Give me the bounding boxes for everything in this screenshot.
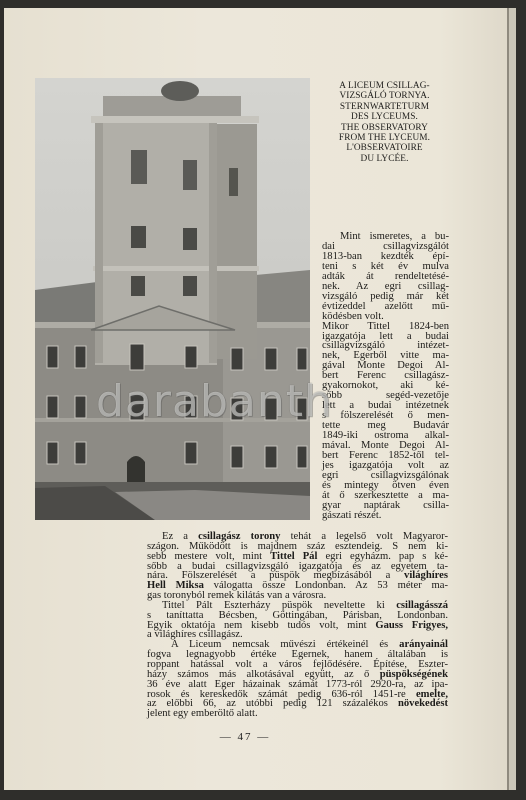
- bold-text-run: Hell Miksa: [147, 580, 204, 592]
- text-run: az előbbi 66, az utóbbi pedig 121 százalékos: [147, 698, 398, 710]
- text-run: adták át rendeltetésé-: [322, 270, 449, 282]
- bold-text-run: Gauss Frigyes,: [375, 619, 448, 631]
- text-run: ködésben volt.: [322, 310, 384, 322]
- text-run: Mint ismeretes, a bu-: [340, 231, 449, 242]
- bold-text-run: Tittel Pál: [270, 550, 318, 562]
- text-run: gyakornokot, aki ké-: [322, 380, 449, 392]
- caption-line: FROM THE LYCEUM.: [338, 133, 431, 144]
- facade-window: [231, 348, 243, 370]
- text-run: s fölszerelését ő men-: [322, 410, 449, 422]
- text-run: dai csillagvizsgálót: [322, 240, 449, 252]
- facade-window: [265, 446, 277, 468]
- paragraph: [147, 601, 448, 640]
- text-run: a világhíres csillagász.: [147, 629, 243, 641]
- facade-window: [130, 394, 144, 420]
- text-run: s taníttatta Bécsben, Göttingában, Párisban, Londonban.: [147, 609, 448, 621]
- text-run: mával. Monte Degoi Al-: [322, 440, 449, 452]
- text-run: nek. Az egri csillag-: [322, 280, 449, 292]
- text-run: tette meg Budavár: [322, 420, 449, 432]
- tower-window: [131, 276, 145, 296]
- text-run: Tittel Pált Eszterházy püspök neveltette ki: [162, 599, 397, 611]
- text-run: egri egyházm. pap s ké-: [317, 550, 448, 562]
- caption-line: L'OBSERVATOIRE: [346, 143, 423, 154]
- bold-text-run: csillagásszá: [396, 599, 448, 611]
- caption-line: VIZSGÁLÓ TORNYA.: [339, 91, 430, 102]
- tower-window: [183, 228, 197, 250]
- text-run: Ez a: [162, 531, 199, 542]
- text-run: gas toronyból remek kilátás van a városra.: [147, 590, 327, 602]
- bold-text-run: püspökségének: [379, 668, 448, 680]
- text-line: [147, 709, 448, 719]
- left-wing-roof: [35, 282, 97, 328]
- text-run: jelent egy emberöltő alatt.: [147, 708, 258, 720]
- tower-dome: [161, 81, 199, 101]
- text-run: roppant hatással volt a város fejlődésére. Építése, Eszter-: [147, 658, 448, 670]
- caption-line: DES LYCEUMS.: [351, 112, 418, 123]
- text-run: Mikor Tittel 1824-ben: [322, 320, 449, 332]
- text-run: nára. Fölszerelését a püspök megbízásából a: [147, 570, 405, 582]
- text-run: és mintegy ötven éven: [322, 479, 449, 491]
- text-run: át ő szerkesztette a ma-: [322, 489, 449, 501]
- text-run: teni s két év mulva: [322, 260, 449, 272]
- paragraph: [147, 640, 448, 719]
- tower-cornice: [91, 116, 259, 123]
- caption-line: A LICEUM CSILLAG-: [339, 81, 430, 91]
- side-column-text: [322, 232, 449, 521]
- text-line: [322, 511, 449, 521]
- text-run: sebb mestere volt, mint: [147, 550, 271, 562]
- facade-window: [130, 344, 144, 370]
- text-run: jes igazgatója volt az: [322, 459, 449, 471]
- text-run: tehát a legelső volt Magyaror-: [280, 531, 448, 542]
- facade-window: [185, 396, 197, 418]
- facade-window: [185, 442, 197, 464]
- binding-strip: [509, 8, 516, 790]
- tower-window: [183, 276, 197, 296]
- facade-window: [297, 446, 307, 468]
- paragraph: [322, 322, 449, 521]
- bold-text-run: csillagász torony: [198, 531, 281, 542]
- text-run: egri csillagvizsgálónak: [322, 469, 449, 481]
- text-run: bert Ferenc 1852-től tel-: [322, 449, 449, 461]
- text-run: évtizeddel azelőtt mű-: [322, 300, 449, 312]
- facade-window: [231, 446, 243, 468]
- bold-text-run: növekedést: [397, 698, 448, 710]
- text-run: válogatta össze Londonban. Az 53 méter ma-: [203, 580, 448, 592]
- facade-window: [75, 346, 86, 368]
- tower-window: [131, 150, 147, 184]
- paragraph: [322, 232, 449, 322]
- facade-window: [47, 346, 58, 368]
- facade-window: [75, 396, 86, 418]
- facade-window: [297, 398, 307, 420]
- caption-line: THE OBSERVATORY: [341, 122, 428, 133]
- text-run: vizsgáló pedig már két: [322, 290, 449, 302]
- facade-window: [47, 396, 58, 418]
- paragraph: [147, 532, 448, 601]
- text-run: 1849-iki ostroma alkal-: [322, 430, 449, 442]
- watermark: darabanth: [96, 376, 333, 427]
- text-run: nek, Egerből vitte ma-: [322, 350, 449, 362]
- text-run: 1813-ban kezdték épí-: [322, 250, 449, 262]
- text-run: A Liceum nemcsak művészi értékeinél és: [171, 639, 400, 651]
- tower-band: [93, 266, 259, 271]
- text-run: csillagvizsgáló intézet-: [322, 340, 449, 352]
- text-run: bert Ferenc csillagász-: [322, 370, 449, 382]
- text-run: 36 éve alatt Eger házainak számát 1773-ról 2920-ra, az ipa-: [147, 678, 448, 690]
- tower-side-face: [217, 124, 257, 359]
- text-run: rosok és kereskedők számát pedig 636-ról 1451-re: [147, 688, 416, 700]
- text-run: gával Monte Degoi Al-: [322, 360, 449, 372]
- facade-window: [231, 398, 243, 420]
- book-page: [4, 8, 516, 790]
- facade-window: [265, 348, 277, 370]
- bold-text-run: világhíres: [404, 570, 448, 582]
- main-body-text: [147, 532, 448, 719]
- facade-window: [265, 398, 277, 420]
- facade-window: [47, 442, 58, 464]
- text-run: szágon. Működött is majdnem száz esztendeig. S nem ki-: [147, 540, 448, 552]
- text-run: házy számos más alkotásával együtt, az ő: [147, 668, 380, 680]
- text-run: sőbb segéd-vezetője: [322, 390, 449, 402]
- tower-window: [183, 160, 197, 190]
- text-run: gászati részét.: [322, 509, 382, 521]
- tower-window: [229, 168, 238, 196]
- bold-text-run: arányainál: [399, 639, 448, 651]
- observatory-tower-photo: [35, 78, 310, 520]
- bold-text-run: emelte,: [415, 688, 448, 700]
- caption-line: DU LYCÉE.: [360, 153, 409, 164]
- photo-caption: [320, 81, 449, 164]
- caption-line: STERNWARTETURM: [339, 101, 430, 112]
- text-run: igazgatója lett a budai: [322, 330, 449, 342]
- text-run: Egyik oktatója nem kisebb tudós volt, mint: [147, 619, 376, 631]
- page-number: — 47 —: [219, 731, 271, 743]
- facade-window: [297, 348, 307, 370]
- text-run: fogva legnagyobb értéke Egernek, hanem általában is: [147, 649, 448, 661]
- text-run: sőbb a budai csillagvizsgáló igazgatója és az egyetem ta-: [147, 560, 448, 572]
- facade-window: [185, 346, 197, 368]
- text-run: gyar naptárak csilla-: [322, 499, 449, 511]
- tower-window: [131, 226, 146, 248]
- facade-window: [75, 442, 86, 464]
- text-run: lett a budai intézetnek: [322, 400, 449, 412]
